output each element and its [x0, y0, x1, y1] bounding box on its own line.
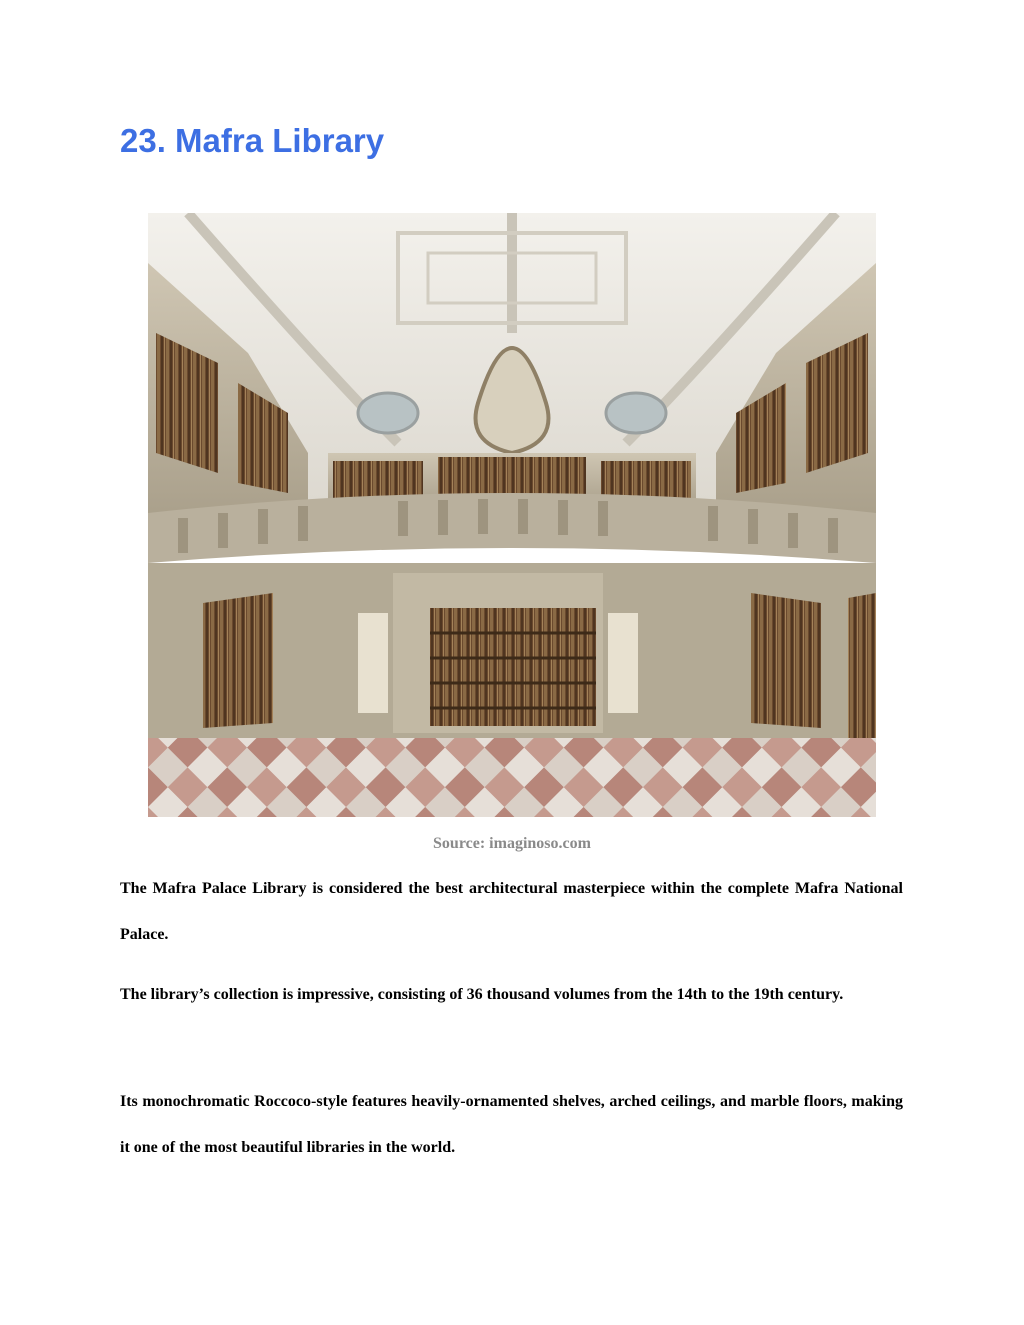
- paragraph-style: Its monochromatic Roccoco-style features heavily-ornamented shelves, arched ceilings, and marble floors, making it one of the most beautiful libraries in the world.: [120, 1093, 903, 1156]
- paragraph-intro: The Mafra Palace Library is considered the best architectural masterpiece within the complete Mafra National Palace.: [120, 880, 903, 943]
- page-title: 23. Mafra Library: [120, 122, 385, 159]
- library-photo: [148, 213, 876, 817]
- image-caption: Source: imaginoso.com: [433, 835, 591, 852]
- paragraph-collection: The library’s collection is impressive, consisting of 36 thousand volumes from the 14th to the 19th century.: [120, 986, 844, 1003]
